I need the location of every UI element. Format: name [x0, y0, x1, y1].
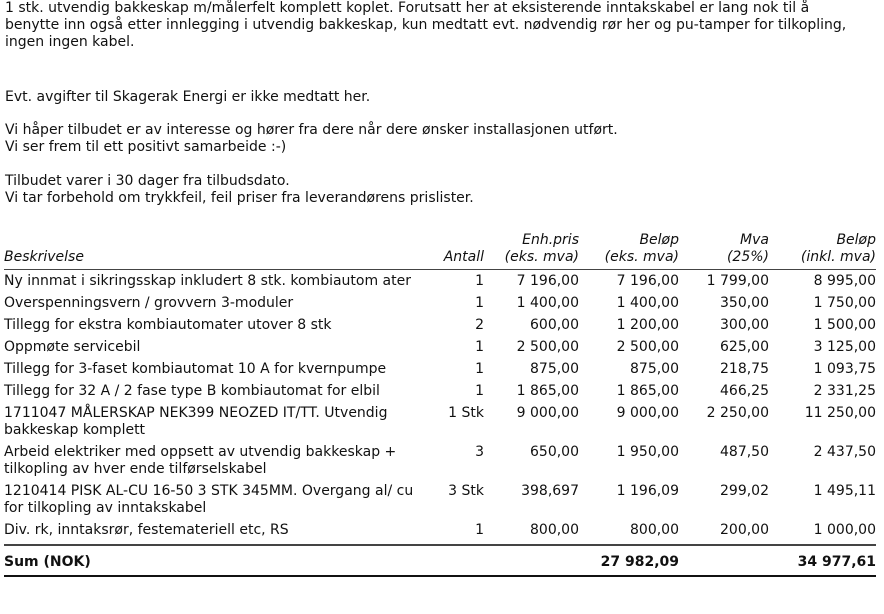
- cell-quantity: 1: [475, 339, 484, 355]
- intro-line: ingen ingen kabel.: [5, 34, 135, 50]
- fees-note-text: Evt. avgifter til Skagerak Energi er ikke medtatt her.: [5, 89, 371, 105]
- cell-description: Ny innmat i sikringsskap inkludert 8 stk. kombiautom ater: [4, 273, 411, 289]
- cell-quantity: 3: [475, 444, 484, 460]
- hope-line: Vi håper tilbudet er av interesse og hører fra dere når dere ønsker installasjonen utført.: [5, 122, 618, 138]
- cell-vat: 350,00: [720, 295, 769, 311]
- cell-amount-ex: 875,00: [630, 361, 679, 377]
- sum-unit-price: [484, 545, 579, 576]
- table-header-row: [4, 232, 876, 270]
- cell-amount-inc: 11 250,00: [804, 405, 876, 421]
- cell-unit-price: 1 400,00: [516, 295, 579, 311]
- intro-line: benytte inn også etter innlegging i utvendig bakkeskap, kun medtatt evt. nødvendig rør her og pu-tamper for tilkopling,: [5, 17, 847, 33]
- sum-vat: [679, 545, 769, 576]
- cell-description: Tillegg for 3-faset kombiautomat 10 A for kvernpumpe: [4, 361, 387, 377]
- cell-amount-ex: 1 400,00: [616, 295, 679, 311]
- cell-amount-inc: 1 500,00: [813, 317, 876, 333]
- cell-vat: 466,25: [720, 383, 769, 399]
- cell-quantity: 2: [475, 317, 484, 333]
- table-row: [4, 519, 876, 545]
- table-row: [4, 270, 876, 293]
- sum-quantity: [424, 545, 484, 576]
- cell-description: Oppmøte servicebil: [4, 339, 141, 355]
- cell-vat: 487,50: [720, 444, 769, 460]
- table-row: [4, 358, 876, 380]
- cell-unit-price: 2 500,00: [516, 339, 579, 355]
- header-quantity: Antall: [424, 232, 484, 270]
- cell-vat: 200,00: [679, 519, 769, 545]
- cell-quantity: 1: [475, 361, 484, 377]
- validity-line: Vi tar forbehold om trykkfeil, feil priser fra leverandørens prislister.: [5, 190, 474, 206]
- header-vat-line2: (25%): [726, 249, 769, 265]
- header-amount-inc: [769, 232, 876, 270]
- table-row: [4, 314, 876, 336]
- table-row: [4, 441, 876, 480]
- cell-amount-ex: 1 950,00: [616, 444, 679, 460]
- validity-note: [5, 173, 474, 207]
- cell-quantity: 1: [475, 295, 484, 311]
- cell-amount-inc: 2 437,50: [813, 444, 876, 460]
- intro-paragraph: [5, 0, 846, 51]
- header-description: Beskrivelse: [4, 232, 424, 270]
- fees-note: [5, 89, 370, 106]
- quote-table: [4, 232, 876, 577]
- cell-description: Div. rk, inntaksrør, festemateriell etc, RS: [4, 519, 424, 545]
- cell-unit-price: 650,00: [530, 444, 579, 460]
- header-vat-line1: Mva: [740, 232, 769, 248]
- cell-vat: 218,75: [720, 361, 769, 377]
- cell-vat: 299,02: [720, 483, 769, 499]
- cell-unit-price: 875,00: [530, 361, 579, 377]
- header-amount-ex-line1: Beløp: [639, 232, 679, 248]
- cell-description: Tillegg for ekstra kombiautomater utover 8 stk: [4, 317, 332, 333]
- table-row: [4, 380, 876, 402]
- table-row: [4, 292, 876, 314]
- intro-line: 1 stk. utvendig bakkeskap m/målerfelt komplett koplet. Forutsatt her at eksisterende inntakskabel er lang nok til å: [5, 0, 810, 16]
- cell-description: Arbeid elektriker med oppsett av utvendig bakkeskap + tilkopling av hver ende tilførselskabel: [4, 444, 397, 477]
- cell-unit-price: 600,00: [530, 317, 579, 333]
- cell-amount-ex: 2 500,00: [616, 339, 679, 355]
- cell-description: Overspenningsvern / grovvern 3-moduler: [4, 295, 294, 311]
- cell-amount-inc: 3 125,00: [813, 339, 876, 355]
- cell-amount-inc: 1 750,00: [813, 295, 876, 311]
- header-unit-price-line2: (eks. mva): [504, 249, 579, 265]
- sum-row: [4, 545, 876, 576]
- table-row: [4, 336, 876, 358]
- header-unit-price-line1: Enh.pris: [522, 232, 579, 248]
- header-amount-inc-line2: (inkl. mva): [800, 249, 876, 265]
- cell-quantity: 1: [475, 383, 484, 399]
- hope-line: Vi ser frem til ett positivt samarbeide :-): [5, 139, 287, 155]
- table-row: [4, 480, 876, 519]
- header-amount-ex: [579, 232, 679, 270]
- cell-unit-price: 7 196,00: [516, 273, 579, 289]
- cell-unit-price: 1 865,00: [516, 383, 579, 399]
- header-amount-ex-line2: (eks. mva): [604, 249, 679, 265]
- cell-amount-inc: 1 000,00: [769, 519, 876, 545]
- cell-amount-ex: 800,00: [579, 519, 679, 545]
- cell-amount-ex: 1 200,00: [616, 317, 679, 333]
- cell-unit-price: 800,00: [484, 519, 579, 545]
- cell-amount-ex: 7 196,00: [616, 273, 679, 289]
- header-vat: [679, 232, 769, 270]
- table-body: [4, 270, 876, 577]
- header-amount-inc-line1: Beløp: [836, 232, 876, 248]
- sum-label: Sum (NOK): [4, 545, 424, 576]
- cell-vat: 300,00: [720, 317, 769, 333]
- cell-quantity: 3 Stk: [448, 483, 484, 499]
- cell-quantity: 1: [475, 273, 484, 289]
- sum-amount-inc: 34 977,61: [769, 545, 876, 576]
- cell-description: 1210414 PISK AL-CU 16-50 3 STK 345MM. Overgang al/ cu for tilkopling av inntakskabel: [4, 483, 414, 516]
- hope-note: [5, 122, 618, 156]
- cell-quantity: 1 Stk: [448, 405, 484, 421]
- header-unit-price: [484, 232, 579, 270]
- cell-amount-inc: 8 995,00: [813, 273, 876, 289]
- sum-amount-ex: 27 982,09: [579, 545, 679, 576]
- cell-quantity: 1: [424, 519, 484, 545]
- cell-amount-ex: 1 196,09: [616, 483, 679, 499]
- cell-vat: 2 250,00: [706, 405, 769, 421]
- cell-amount-inc: 1 495,11: [813, 483, 876, 499]
- cell-description: 1711047 MÅLERSKAP NEK399 NEOZED IT/TT. Utvendig bakkeskap komplett: [4, 405, 388, 438]
- cell-amount-inc: 2 331,25: [813, 383, 876, 399]
- cell-description: Tillegg for 32 A / 2 fase type B kombiautomat for elbil: [4, 383, 380, 399]
- validity-line: Tilbudet varer i 30 dager fra tilbudsdato.: [5, 173, 290, 189]
- cell-vat: 625,00: [720, 339, 769, 355]
- cell-unit-price: 398,697: [521, 483, 579, 499]
- cell-amount-ex: 9 000,00: [616, 405, 679, 421]
- cell-vat: 1 799,00: [706, 273, 769, 289]
- table-row: [4, 402, 876, 441]
- cell-amount-ex: 1 865,00: [616, 383, 679, 399]
- cell-amount-inc: 1 093,75: [813, 361, 876, 377]
- cell-unit-price: 9 000,00: [516, 405, 579, 421]
